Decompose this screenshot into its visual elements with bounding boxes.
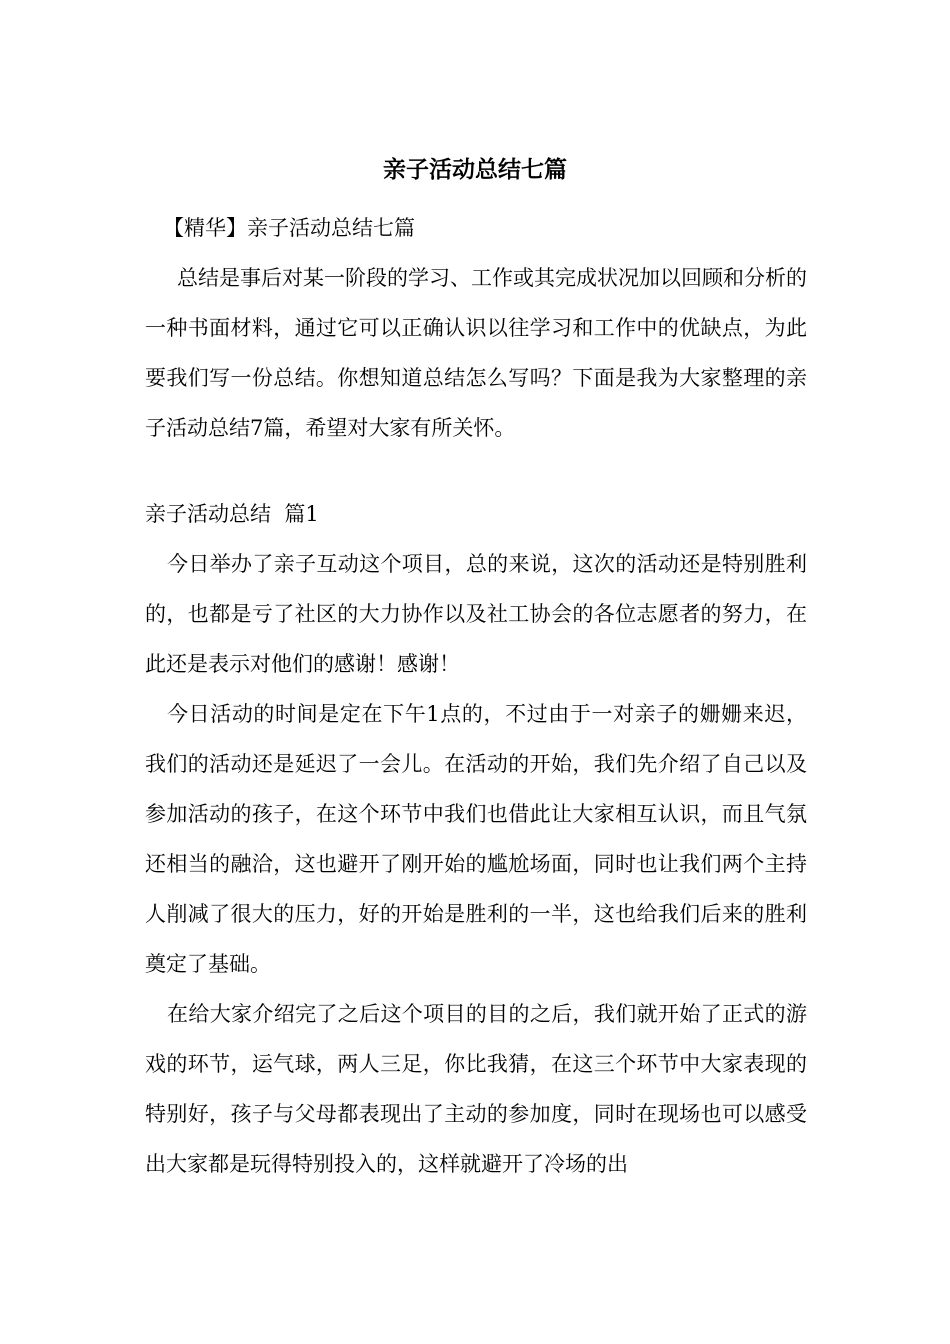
intro-paragraph: 总结是事后对某一阶段的学习、工作或其完成状况加以回顾和分析的一种书面材料，通过它可以正确认识以往学习和工作中的优缺点，为此要我们写一份总结。你想知道总结怎么写吗？下面是我为大家整理的亲子活动总结7篇，希望对大家有所关怀。 [145, 266, 807, 440]
body-paragraph-2: 今日活动的时间是定在下午1点的，不过由于一对亲子的姗姗来迟，我们的活动还是延迟了一会儿。在活动的开始，我们先介绍了自己以及参加活动的孩子，在这个环节中我们也借此让大家相互认识，而且气氛还相当的融洽，这也避开了刚开始的尴尬场面，同时也让我们两个主持人削减了很大的压力，好的开始是胜利的一半，这也给我们后来的胜利奠定了基础。 [145, 702, 807, 976]
body-paragraph-1: 今日举办了亲子互动这个项目，总的来说，这次的活动还是特别胜利的，也都是亏了社区的大力协作以及社工协会的各位志愿者的努力，在此还是表示对他们的感谢！感谢！ [145, 552, 807, 676]
section-heading: 亲子活动总结 篇1 [145, 502, 319, 526]
body-paragraph-3: 在给大家介绍完了之后这个项目的目的之后，我们就开始了正式的游戏的环节，运气球，两人三足，你比我猜，在这三个环节中大家表现的特别好，孩子与父母都表现出了主动的参加度，同时在现场也可以感受出大家都是玩得特别投入的，这样就避开了冷场的出 [145, 1002, 807, 1176]
document-body [145, 203, 807, 1189]
document-title: 亲子活动总结七篇 [383, 157, 567, 183]
document-subtitle: 【精华】亲子活动总结七篇 [163, 216, 415, 240]
